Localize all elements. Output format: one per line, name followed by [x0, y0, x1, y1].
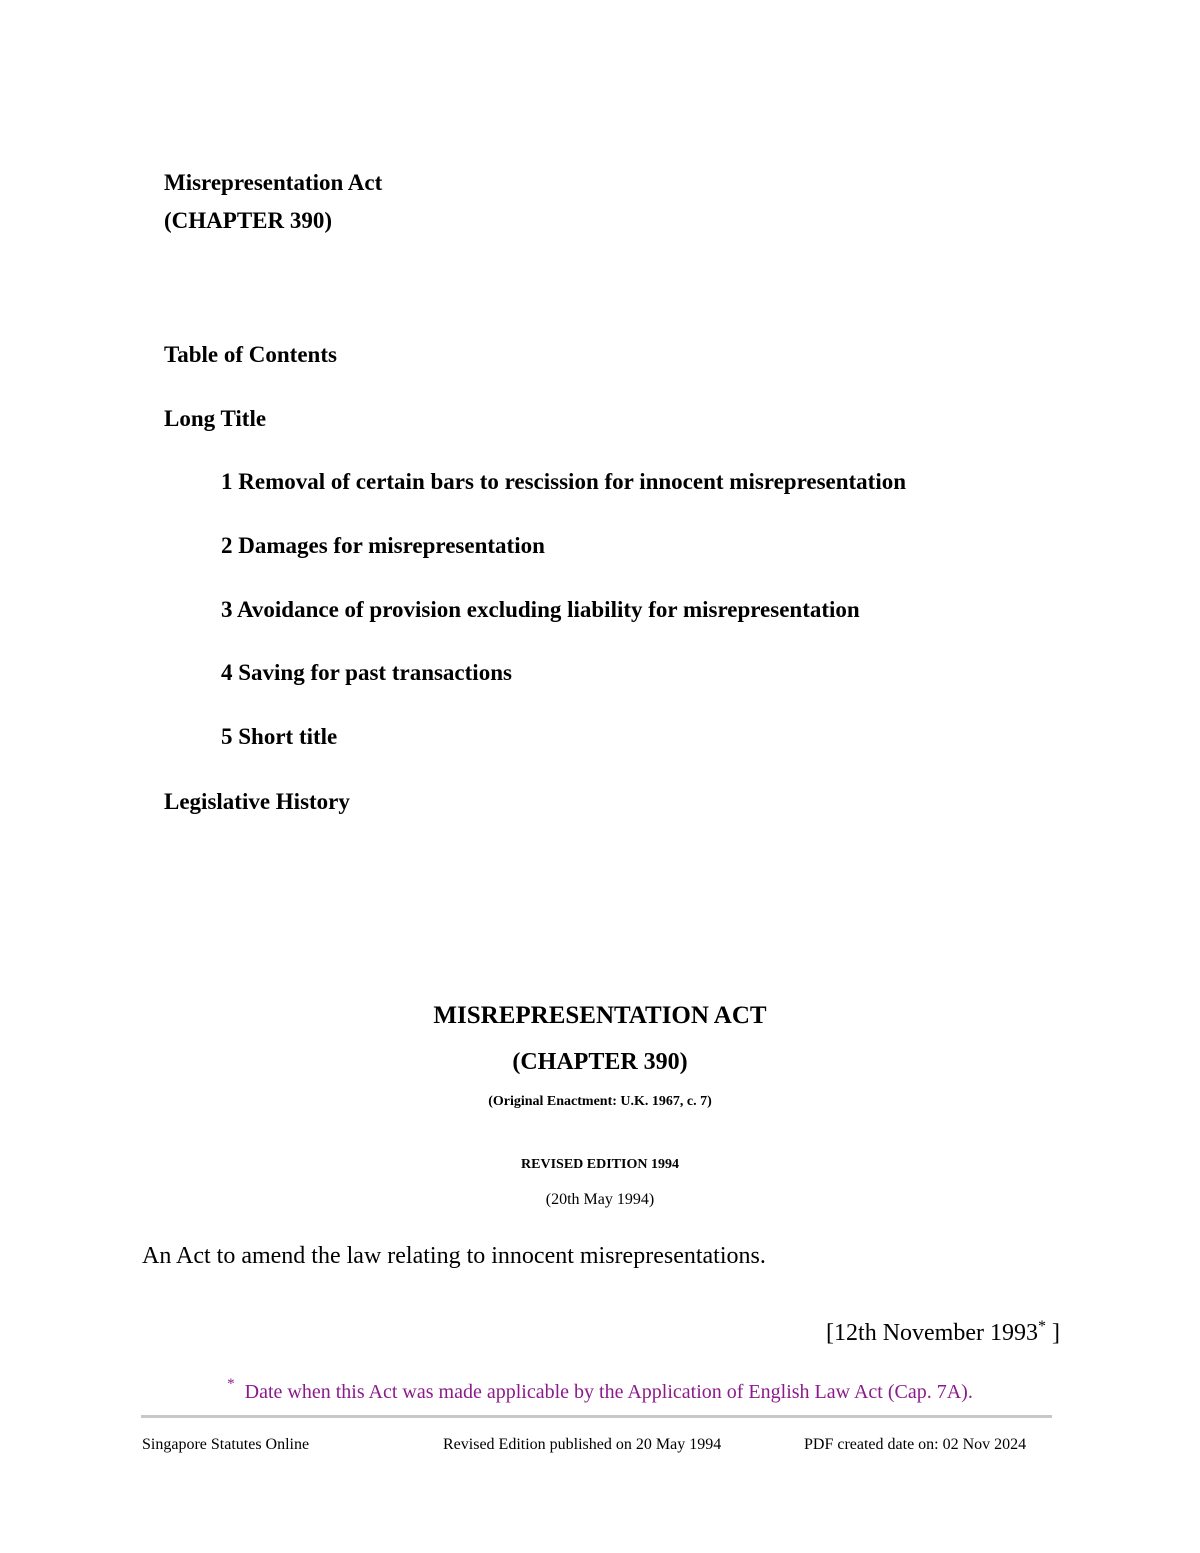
toc-link-section-2[interactable]: 2 Damages for misrepresentation [221, 533, 545, 558]
footer-pdf-created: PDF created date on: 02 Nov 2024 [804, 1436, 1027, 1453]
footnote [0, 1370, 1200, 1406]
toc-link-section-3[interactable]: 3 Avoidance of provision excluding liability for misrepresentation [221, 597, 860, 622]
commencement-close: ] [1046, 1320, 1060, 1346]
toc-link-section-1[interactable]: 1 Removal of certain bars to rescission for innocent misrepresentation [221, 469, 907, 494]
footer-revised-edition: Revised Edition published on 20 May 1994 [443, 1436, 722, 1453]
act-chapter: (CHAPTER 390) [512, 1049, 688, 1075]
toc-heading: Table of Contents [164, 342, 337, 367]
edition-date: (20th May 1994) [545, 1191, 655, 1208]
document-chapter: (CHAPTER 390) [164, 208, 333, 233]
toc-link-section-4[interactable]: 4 Saving for past transactions [221, 660, 512, 685]
footer-divider [141, 1415, 1052, 1418]
long-title: An Act to amend the law relating to innocent misrepresentations. [142, 1243, 766, 1269]
commencement-date [826, 1316, 1060, 1350]
toc-link-section-5[interactable]: 5 Short title [221, 724, 338, 749]
act-heading: MISREPRESENTATION ACT [433, 1002, 767, 1029]
footnote-mark: * [227, 1376, 235, 1392]
commencement-text: [12th November 1993 [826, 1320, 1038, 1346]
toc-link-legislative-history[interactable]: Legislative History [164, 789, 350, 814]
original-enactment: (Original Enactment: U.K. 1967, c. 7) [488, 1094, 712, 1109]
footnote-text: Date when this Act was made applicable by the Application of English Law Act (Cap. 7A). [244, 1381, 973, 1403]
footer-source: Singapore Statutes Online [142, 1436, 310, 1453]
toc-link-long-title[interactable]: Long Title [164, 406, 267, 431]
commencement-footnote-mark[interactable]: * [1038, 1318, 1046, 1335]
revised-edition: REVISED EDITION 1994 [521, 1157, 679, 1172]
document-title: Misrepresentation Act [164, 170, 383, 195]
